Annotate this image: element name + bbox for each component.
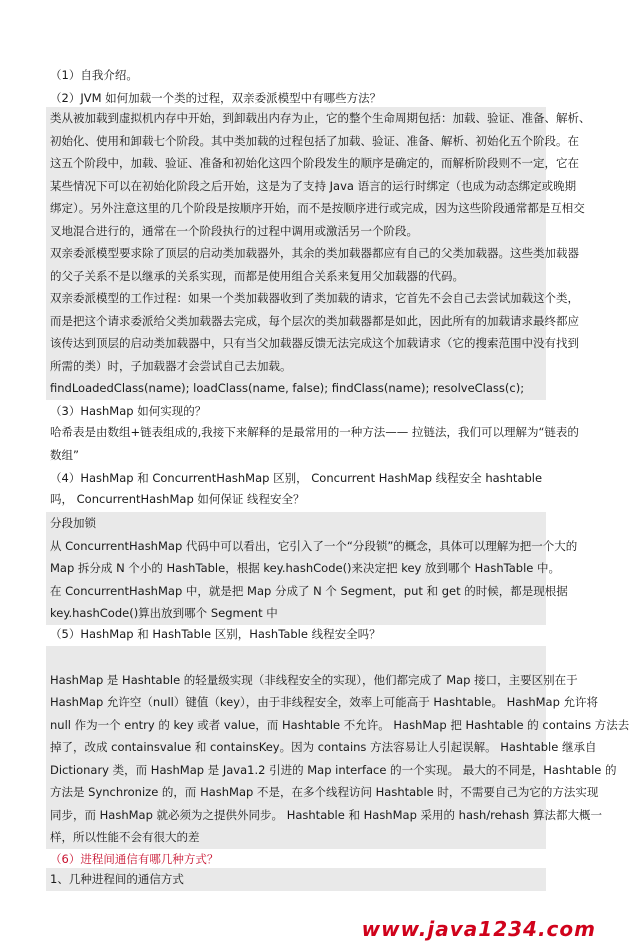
- answer-4-line: 从 ConcurrentHashMap 代码中可以看出，它引入了一个“分段锁”的概念，具体可以理解为把一个大的: [50, 538, 578, 553]
- answer-2-line: 而是把这个请求委派给父类加载器去完成，每个层次的类加载器都是如此，因此所有的加载请求最终都应: [50, 313, 579, 328]
- question-5: （5）HashMap 和 HashTable 区别，HashTable 线程安全吗？: [50, 627, 381, 641]
- question-1: （1）自我介绍。: [50, 68, 138, 82]
- answer-2-line: 双亲委派模型要求除了顶层的启动类加载器外，其余的类加载器都应有自己的父类加载器。这些类加载器: [50, 246, 579, 260]
- question-3: （3）HashMap 如何实现的？: [50, 404, 207, 418]
- question-4-line: 吗， ConcurrentHashMap 如何保证 线程安全？: [50, 492, 305, 506]
- answer-2-line: 所需的类）时，子加载器才会尝试自己去加载。: [50, 358, 292, 373]
- answer-5-line: 同步，而 HashMap 就必须为之提供外同步。 Hashtable 和 HashMap 采用的 hash/rehash 算法都大概一: [50, 807, 602, 822]
- answer-2-line: 初始化、使用和卸载七个阶段。其中类加载的过程包括了加载、验证、准备、解析、初始化五个阶段。在: [50, 133, 579, 148]
- answer-2-line: 绑定）。另外注意这里的几个阶段是按顺序开始，而不是按顺序进行或完成，因为这些阶段通常都是互相交: [50, 201, 585, 215]
- answer-5-line: null 作为一个 entry 的 key 或者 value，而 Hashtable 不允许。 HashMap 把 Hashtable 的 contains 方法去: [50, 717, 629, 732]
- answer-5-line: Dictionary 类，而 HashMap 是 Java1.2 引进的 Map interface 的一个实现。 最大的不同是，Hashtable 的: [50, 762, 617, 777]
- answer-6-line: 1、几种进程间的通信方式: [50, 872, 184, 886]
- answer-4-line: 在 ConcurrentHashMap 中，就是把 Map 分成了 N 个 Segment，put 和 get 的时候，都是现根据: [50, 583, 568, 598]
- site-watermark: www.java1234.com: [361, 917, 596, 941]
- answer-2-line: 叉地混合进行的，通常在一个阶段执行的过程中调用或激活另一个阶段。: [50, 223, 418, 238]
- answer-6-block: [46, 868, 546, 891]
- answer-5-line: HashMap 是 Hashtable 的轻量级实现（非线程安全的实现），他们都完成了 Map 接口，主要区别在于: [50, 672, 578, 687]
- answer-2-line: 该传达到顶层的启动类加载器中，只有当父加载器反馈无法完成这个加载请求（它的搜索范围中没有找到: [50, 336, 579, 350]
- answer-4-line: Map 拆分成 N 个小的 HashTable，根据 key.hashCode()来决定把 key 放到哪个 HashTable 中。: [50, 561, 561, 575]
- answer-5-line: HashMap 允许空（null）键值（key），由于非线程安全，效率上可能高于 Hashtable。 HashMap 允许将: [50, 695, 599, 709]
- answer-3-line: 哈希表是由数组+链表组成的,我接下来解释的是最常用的一种方法—— 拉链法，我们可以理解为“链表的: [50, 425, 579, 439]
- question-4-line: （4）HashMap 和 ConcurrentHashMap 区别， Concurrent HashMap 线程安全 hashtable: [50, 471, 543, 485]
- answer-2-block: [46, 107, 591, 400]
- answer-2-line: 的父子关系不是以继承的关系实现，而都是使用组合关系来复用父加载器的代码。: [50, 268, 464, 283]
- answer-2-line: 这五个阶段中，加载、验证、准备和初始化这四个阶段发生的顺序是确定的，而解析阶段则不一定，它在: [50, 156, 579, 170]
- answer-3-line: 数组”: [50, 447, 79, 462]
- question-2: （2）JVM 如何加载一个类的过程，双亲委派模型中有哪些方法？: [50, 91, 382, 105]
- code-methods-line: findLoadedClass(name); loadClass(name, false); findClass(name); resolveClass(c);: [50, 381, 525, 395]
- answer-2-line: 类从被加载到虚拟机内存中开始，到卸载出内存为止，它的整个生命周期包括：加载、验证、准备、解析、: [50, 111, 591, 125]
- answer-5-line: 方法是 Synchronize 的，而 HashMap 不是，在多个线程访问 Hashtable 时，不需要自己为它的方法实现: [50, 785, 599, 799]
- answer-2-line: 某些情况下可以在初始化阶段之后开始，这是为了支持 Java 语言的运行时绑定（也成为动态绑定或晚期: [50, 178, 577, 193]
- answer-4-line: 分段加锁: [50, 516, 96, 530]
- answer-3-block: [50, 421, 579, 466]
- answer-2-line: 双亲委派模型的工作过程：如果一个类加载器收到了类加载的请求，它首先不会自己去尝试加载这个类，: [50, 291, 579, 305]
- question-6: （6）进程间通信有哪几种方式？: [50, 852, 219, 866]
- answer-5-line: 样，所以性能不会有很大的差: [50, 830, 200, 844]
- answer-4-block: [46, 512, 578, 625]
- answer-5-line: 掉了，改成 containsvalue 和 containsKey。因为 contains 方法容易让人引起误解。 Hashtable 继承自: [50, 740, 597, 754]
- answer-5-line: [46, 646, 546, 669]
- answer-4-line: key.hashCode()算出放到哪个 Segment 中: [50, 606, 278, 620]
- answer-5-block: [46, 646, 629, 849]
